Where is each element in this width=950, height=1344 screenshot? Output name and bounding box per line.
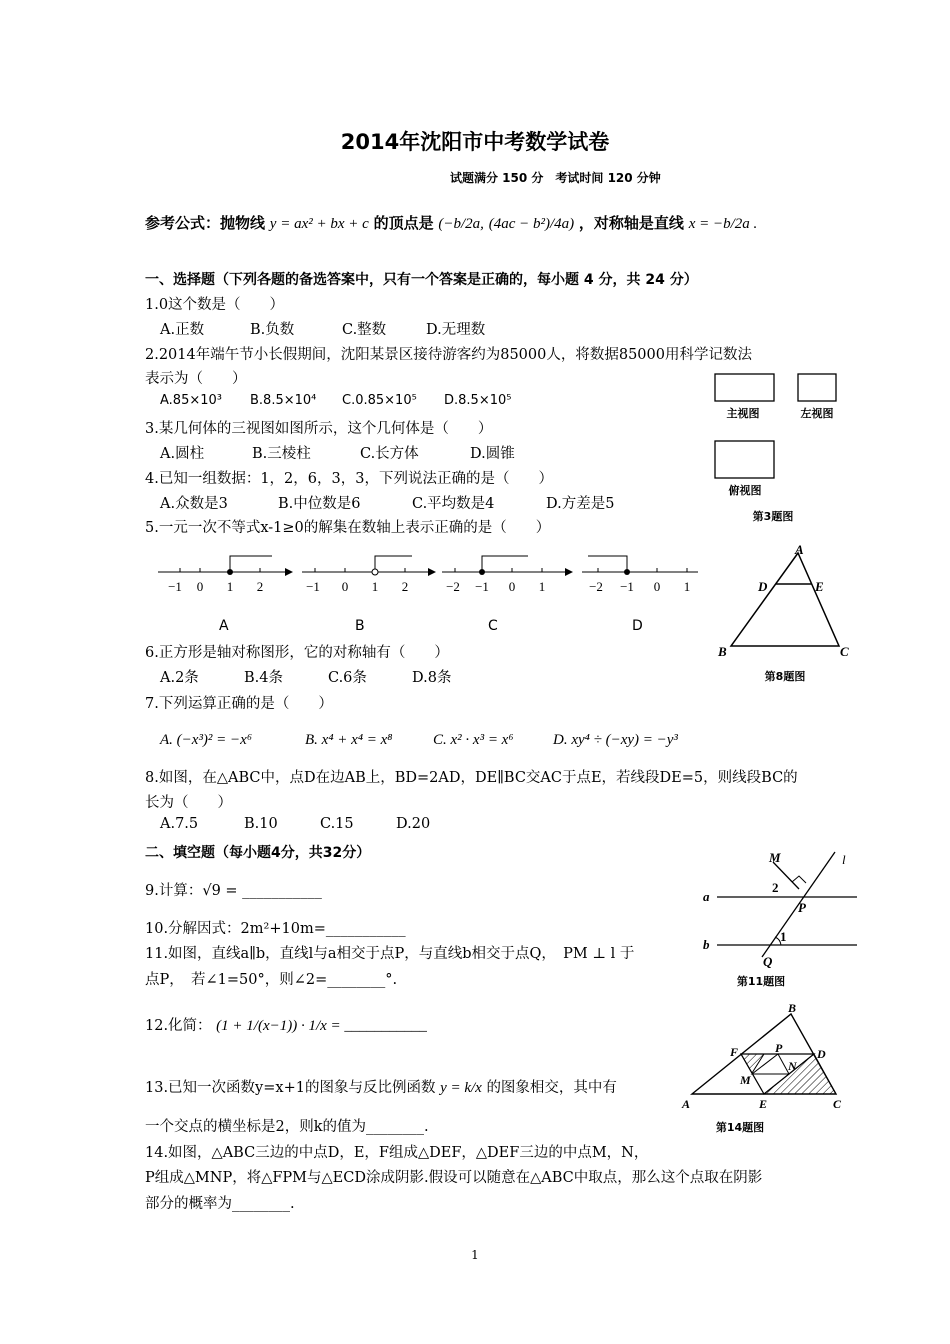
q7-options — [160, 730, 678, 749]
q8-option-a: A.7.5 — [160, 816, 199, 832]
q5-label-c: C — [488, 618, 498, 634]
formula-vertex-text: 的顶点是 — [373, 214, 434, 232]
q6-option-c: C.6条 — [328, 670, 367, 686]
fig11-label: 1 — [780, 929, 787, 944]
q5-label-d: D — [632, 618, 643, 634]
fig14-point-label: M — [740, 1073, 751, 1087]
q4-option-c: C.平均数是4 — [412, 496, 495, 512]
q2-option-d: D.8.5×10⁵ — [444, 393, 512, 408]
q3-text: 3.某几何体的三视图如图所示，这个几何体是（ ） — [145, 421, 493, 437]
q13-line2: 一个交点的横坐标是2，则k的值为________. — [145, 1119, 429, 1135]
q13-text-a: 13.已知一次函数y=x+1的图象与反比例函数 — [145, 1080, 436, 1096]
q3-options — [160, 442, 515, 463]
q5-label-a: A — [219, 618, 229, 634]
q1-options — [160, 318, 485, 339]
q3-option-c: C.长方体 — [360, 446, 419, 462]
q8-option-b: B.10 — [244, 816, 278, 832]
fig8-point-label: B — [718, 644, 727, 659]
q6-option-d: D.8条 — [412, 670, 452, 686]
q8-options — [160, 816, 430, 832]
fig14-caption: 第14题图 — [715, 1121, 765, 1134]
fig3-front-view-rect — [715, 374, 774, 401]
fig11-label: P — [798, 900, 806, 915]
fig8-point-label: D — [758, 579, 768, 594]
q6-option-b: B.4条 — [244, 670, 283, 686]
fig11-label: b — [703, 937, 710, 952]
formula-equation: y = ax² + bx + c — [269, 216, 369, 232]
numline-d — [582, 556, 698, 594]
fig11-caption: 第11题图 — [736, 975, 786, 988]
fig11-right-angle-mark — [792, 876, 806, 883]
q5-number-lines — [150, 548, 700, 598]
q14-line1: 14.如图，△ABC三边的中点D，E，F组成△DEF，△DEF三边的中点M，N， — [145, 1145, 649, 1161]
fig8-caption: 第8题图 — [764, 670, 806, 683]
fig14-point-label: B — [788, 1001, 797, 1015]
fig3-top-label: 俯视图 — [728, 484, 762, 497]
fig8-triangle — [710, 540, 860, 685]
q8-option-d: D.20 — [396, 816, 431, 832]
q4-option-b: B.中位数是6 — [278, 496, 361, 512]
formula-vertex-y: (4ac − b²)/4a) — [488, 216, 575, 232]
q13-line1 — [145, 1076, 617, 1097]
formula-axis-equation: x = −b/2a . — [688, 216, 758, 232]
q7-option-c: C. x² · x³ = x⁶ — [433, 732, 514, 748]
fig11-label: M — [769, 850, 781, 865]
numline-d-tick: 1 — [683, 579, 691, 594]
formula-label: 参考公式：抛物线 — [145, 214, 266, 232]
q2-option-a: A.85×10³ — [160, 393, 222, 408]
q12-line — [145, 1014, 427, 1035]
section2-header: 二、填空题（每小题4分，共32分） — [145, 845, 371, 861]
fig14-point-label: F — [730, 1045, 739, 1059]
q6-text: 6.正方形是轴对称图形，它的对称轴有（ ） — [145, 645, 449, 661]
fig14-midpoint-triangle — [678, 998, 858, 1138]
numline-b — [302, 556, 436, 594]
numline-a-tick: 2 — [256, 579, 264, 594]
formula-vertex-x: (−b/2a, — [438, 216, 484, 232]
numline-d-tick: −2 — [589, 579, 603, 594]
q4-option-d: D.方差是5 — [546, 496, 615, 512]
q7-text: 7.下列运算正确的是（ ） — [145, 696, 333, 712]
numline-d-tick: 0 — [653, 579, 661, 594]
fig8-point-label: A — [795, 542, 804, 557]
fig14-point-label: C — [833, 1097, 842, 1111]
q2-line1: 2.2014年端午节小长假期间，沈阳某景区接待游客约为85000人，将数据85000用科学记数法 — [145, 347, 752, 363]
q1-option-d: D.无理数 — [426, 322, 486, 338]
q2-line2: 表示为（ ） — [145, 371, 247, 387]
numline-c-tick: −2 — [446, 579, 460, 594]
q4-text: 4.已知一组数据：1，2，6，3，3，下列说法正确的是（ ） — [145, 471, 553, 487]
fig14-shaded-fpm — [741, 1054, 764, 1073]
q2-option-b: B.8.5×10⁴ — [250, 393, 317, 408]
numline-b-tick: −1 — [306, 579, 320, 594]
fig11-parallel-lines — [695, 845, 870, 990]
q1-option-a: A.正数 — [160, 322, 205, 338]
numline-a-tick: −1 — [168, 579, 182, 594]
q3-option-a: A.圆柱 — [160, 446, 205, 462]
fig3-three-views — [705, 365, 855, 530]
exam-info: 试题满分 150 分 考试时间 120 分钟 — [450, 171, 661, 185]
q13-text-b: 的图象相交，其中有 — [486, 1080, 617, 1096]
q7-option-b: B. x⁴ + x⁴ = x⁸ — [305, 732, 393, 748]
fig14-point-label: D — [817, 1047, 826, 1061]
fig3-top-view-rect — [715, 441, 774, 478]
q8-line2: 长为（ ） — [145, 795, 232, 811]
q11-line2: 点P， 若∠1=50°，则∠2=________°. — [145, 972, 398, 988]
numline-a — [158, 556, 293, 594]
q11-line1: 11.如图，直线a∥b，直线l与a相交于点P，与直线b相交于点Q， PM ⊥ l 于 — [145, 946, 635, 962]
numline-c — [442, 556, 573, 594]
fig3-front-label: 主视图 — [726, 407, 760, 420]
numline-b-tick: 1 — [371, 579, 379, 594]
fig14-point-label: N — [788, 1059, 797, 1073]
section1-header: 一、选择题（下列各题的备选答案中，只有一个答案是正确的，每小题 4 分，共 24 分） — [145, 272, 698, 288]
q2-option-c: C.0.85×10⁵ — [342, 393, 417, 408]
fig3-caption: 第3题图 — [752, 510, 794, 523]
q3-option-d: D.圆锥 — [470, 446, 515, 462]
q4-options — [160, 492, 614, 513]
q14-line3: 部分的概率为________. — [145, 1196, 295, 1212]
fig14-point-label: A — [682, 1097, 691, 1111]
q13-function: y = k/x — [440, 1080, 482, 1096]
fig8-point-label: E — [815, 579, 824, 594]
numline-c-tick: 0 — [508, 579, 516, 594]
q7-option-a: A. (−x³)² = −x⁶ — [160, 732, 253, 748]
numline-a-tick: 1 — [226, 579, 234, 594]
fig11-label: l — [842, 852, 846, 867]
fig14-point-label: E — [759, 1097, 768, 1111]
numline-d-tick: −1 — [620, 579, 634, 594]
fig3-left-label: 左视图 — [800, 407, 834, 420]
q9-text: 9.计算：√9 = ___________ — [145, 883, 322, 899]
q5-label-b: B — [355, 618, 365, 634]
numline-a-tick: 0 — [196, 579, 204, 594]
fig8-point-label: C — [840, 644, 849, 659]
formula-axis-text: ，对称轴是直线 — [578, 214, 684, 232]
page-number: 1 — [471, 1248, 479, 1262]
q4-option-a: A.众数是3 — [160, 496, 228, 512]
q12-expression: (1 + 1/(x−1)) · 1/x = ___________ — [216, 1018, 427, 1034]
q1-text: 1.0这个数是（ ） — [145, 297, 285, 313]
q6-option-a: A.2条 — [160, 670, 199, 686]
fig11-label: 2 — [772, 880, 779, 895]
q3-option-b: B.三棱柱 — [252, 446, 311, 462]
q2-options — [160, 393, 511, 408]
fig11-label: a — [703, 889, 710, 904]
q10-text: 10.分解因式：2m²+10m=___________ — [145, 921, 406, 937]
q8-option-c: C.15 — [320, 816, 354, 832]
q7-option-d: D. xy⁴ ÷ (−xy) = −y³ — [553, 732, 678, 748]
q14-line2: P组成△MNP，将△FPM与△ECD涂成阴影.假设可以随意在△ABC中取点，那么这个点取在阴影 — [145, 1170, 763, 1186]
q1-option-c: C.整数 — [342, 322, 387, 338]
fig14-point-label: P — [775, 1041, 783, 1055]
numline-b-tick: 2 — [401, 579, 409, 594]
q6-options — [160, 666, 451, 687]
fig3-left-view-rect — [798, 374, 836, 401]
fig8-triangle-abc — [731, 553, 839, 646]
fig11-label: Q — [763, 954, 773, 969]
formula-line — [145, 212, 757, 233]
q8-line1: 8.如图，在△ABC中，点D在边AB上，BD=2AD，DE∥BC交AC于点E，若线段DE=5，则线段BC的 — [145, 770, 798, 786]
numline-b-tick: 0 — [341, 579, 349, 594]
page-title: 2014年沈阳市中考数学试卷 — [340, 130, 610, 154]
q5-text: 5.一元一次不等式x-1≥0的解集在数轴上表示正确的是（ ） — [145, 520, 551, 536]
numline-c-tick: 1 — [538, 579, 546, 594]
q1-option-b: B.负数 — [250, 322, 295, 338]
q12-label: 12.化简： — [145, 1018, 212, 1034]
numline-c-tick: −1 — [475, 579, 489, 594]
